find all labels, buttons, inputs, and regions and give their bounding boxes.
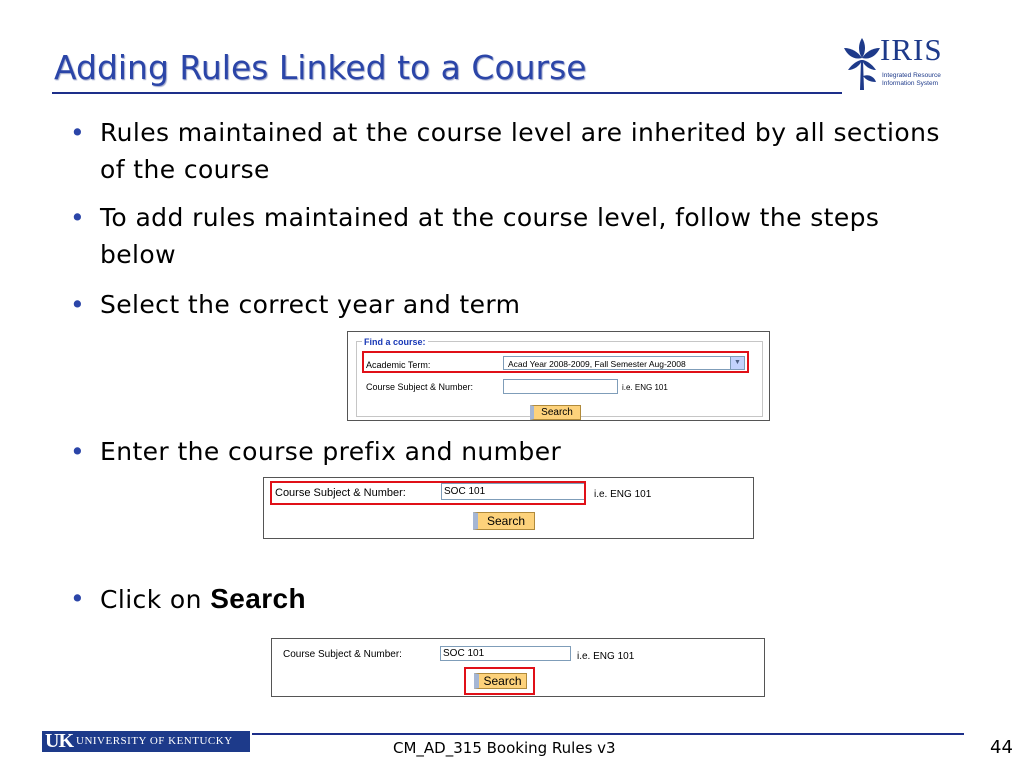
iris-logo <box>842 30 962 100</box>
chevron-down-icon[interactable]: ▼ <box>730 357 744 369</box>
bullet-text: Select the correct year and term <box>100 290 521 319</box>
bullet-dot-icon: • <box>70 118 86 147</box>
bullet-text: Rules maintained at the course level are inherited by all sections of the course <box>100 118 940 184</box>
bullet-bold-search: Search <box>210 583 307 614</box>
iris-subtitle-line2: Information System <box>882 80 938 87</box>
search-button[interactable]: Search <box>473 512 535 530</box>
course-hint: i.e. ENG 101 <box>577 651 635 662</box>
bullet-item <box>70 199 950 273</box>
iris-subtitle <box>882 72 962 88</box>
find-course-legend: Find a course: <box>364 337 426 347</box>
bullet-text: Enter the course prefix and number <box>100 437 562 466</box>
bullet-dot-icon: • <box>70 290 86 319</box>
course-subject-input[interactable] <box>503 379 618 394</box>
highlight-box <box>464 667 535 695</box>
course-subject-screenshot <box>263 477 754 539</box>
course-subject-label: Course Subject & Number: <box>283 649 402 660</box>
uk-university-name: UNIVERSITY OF KENTUCKY <box>76 735 233 747</box>
uk-logo <box>42 731 250 752</box>
course-hint: i.e. ENG 101 <box>594 489 652 500</box>
iris-subtitle-line1: Integrated Resource <box>882 72 941 79</box>
course-subject-input[interactable]: SOC 101 <box>441 483 586 500</box>
iris-flower-icon <box>842 34 882 96</box>
bullet-item <box>70 114 950 188</box>
search-button[interactable]: Search <box>530 405 581 420</box>
bullet-dot-icon: • <box>70 203 86 232</box>
highlight-box <box>270 481 586 505</box>
bullet-text <box>100 580 950 618</box>
course-subject-input[interactable]: SOC 101 <box>440 646 571 661</box>
course-subject-label: Course Subject & Number: <box>366 382 474 392</box>
footer-rule <box>252 733 964 735</box>
course-subject-label: Course Subject & Number: <box>275 487 406 499</box>
highlight-box <box>362 351 749 373</box>
course-hint: i.e. ENG 101 <box>622 383 668 392</box>
academic-term-value: Acad Year 2008-2009, Fall Semester Aug-2008 <box>508 359 686 369</box>
uk-letters: UK <box>45 730 73 752</box>
page-number: 44 <box>990 737 1013 758</box>
slide-title: Adding Rules Linked to a Course <box>54 48 587 87</box>
search-button[interactable]: Search <box>474 673 527 689</box>
academic-term-label: Academic Term: <box>366 360 431 370</box>
title-underline <box>52 92 842 94</box>
search-button-screenshot <box>271 638 765 697</box>
iris-wordmark: IRIS <box>880 32 943 67</box>
bullet-prefix: Click on <box>100 585 211 614</box>
bullet-item <box>70 580 950 618</box>
bullet-item <box>70 286 950 323</box>
bullet-dot-icon: • <box>70 584 86 613</box>
bullet-item <box>70 433 950 470</box>
footer-text: CM_AD_315 Booking Rules v3 <box>393 739 616 757</box>
find-course-screenshot <box>347 331 770 421</box>
bullet-dot-icon: • <box>70 437 86 466</box>
bullet-text: To add rules maintained at the course level, follow the steps below <box>100 203 880 269</box>
